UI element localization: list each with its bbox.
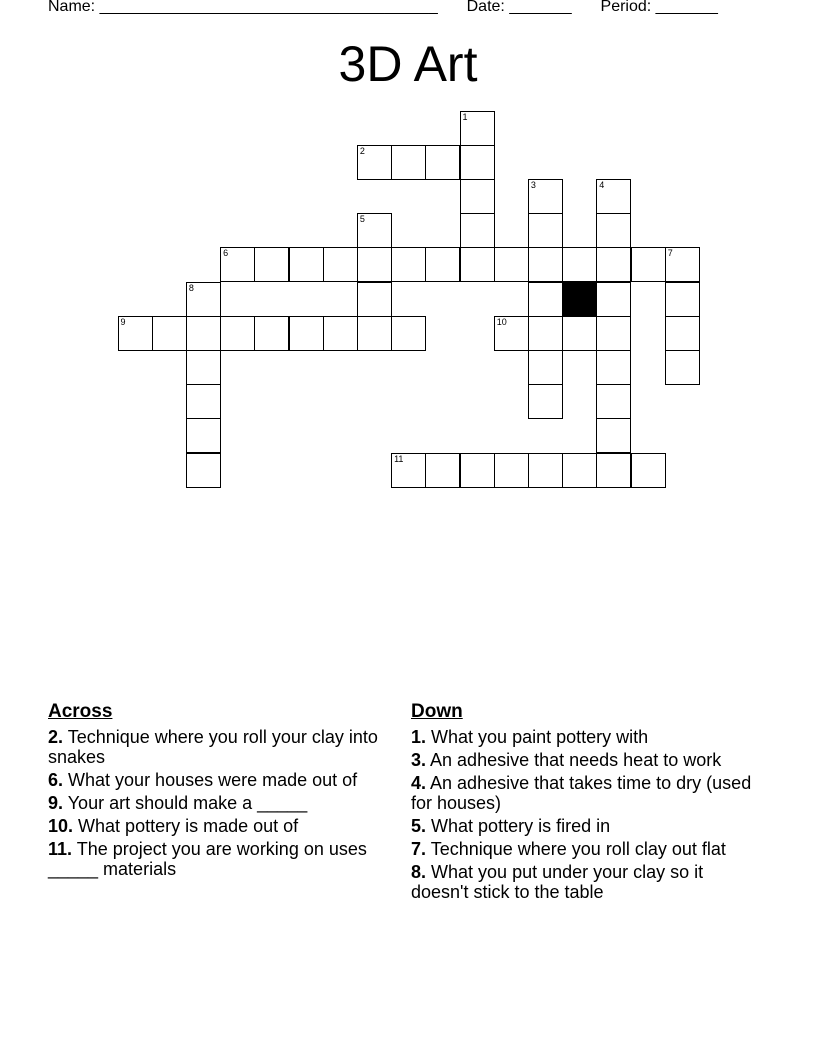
grid-cell[interactable] xyxy=(460,213,495,248)
grid-cell[interactable] xyxy=(596,316,631,351)
grid-cell[interactable] xyxy=(152,316,187,351)
clue-number: 10 xyxy=(496,316,507,327)
clue-number: 11 xyxy=(394,453,404,464)
grid-cell[interactable] xyxy=(460,145,495,180)
grid-cell[interactable] xyxy=(596,350,631,385)
down-clue-3: 3. An adhesive that needs heat to work xyxy=(411,750,722,770)
grid-cell[interactable] xyxy=(596,384,631,419)
across-heading: Across xyxy=(48,701,113,722)
period-label: Period: _______ xyxy=(600,0,718,15)
grid-cell[interactable] xyxy=(665,316,700,351)
grid-cell[interactable] xyxy=(665,282,700,317)
grid-cell[interactable] xyxy=(460,179,495,214)
grid-cell[interactable] xyxy=(323,316,358,351)
grid-cell[interactable] xyxy=(220,247,255,282)
grid-cell[interactable] xyxy=(528,316,563,351)
grid-cell[interactable] xyxy=(528,384,563,419)
grid-cell[interactable] xyxy=(562,316,597,351)
down-clue-4: 4. An adhesive that takes time to dry (used for houses) xyxy=(411,773,752,813)
grid-cell[interactable] xyxy=(425,453,460,488)
grid-cell[interactable] xyxy=(254,316,289,351)
grid-cell[interactable] xyxy=(186,384,221,419)
grid-cell[interactable] xyxy=(528,213,563,248)
black-square xyxy=(562,282,597,317)
clue-number: 2 xyxy=(359,145,365,156)
grid-cell[interactable] xyxy=(528,453,563,488)
grid-cell[interactable] xyxy=(494,247,529,282)
grid-cell[interactable] xyxy=(665,247,700,282)
down-heading: Down xyxy=(411,701,463,722)
grid-cell[interactable] xyxy=(357,247,392,282)
grid-cell[interactable] xyxy=(596,418,631,453)
grid-cell[interactable] xyxy=(528,282,563,317)
grid-cell[interactable] xyxy=(631,247,666,282)
across-clue-11: 11. The project you are working on uses _____ materials xyxy=(48,839,367,879)
grid-cell[interactable] xyxy=(391,247,426,282)
across-clue-6: 6. What your houses were made out of xyxy=(48,770,358,790)
across-clue-10: 10. What pottery is made out of xyxy=(48,816,299,836)
grid-cell[interactable] xyxy=(528,179,563,214)
date-label: Date: _______ xyxy=(466,0,572,15)
grid-cell[interactable] xyxy=(186,350,221,385)
clue-number: 7 xyxy=(667,248,673,259)
grid-cell[interactable] xyxy=(494,316,529,351)
grid-cell[interactable] xyxy=(391,316,426,351)
grid-cell[interactable] xyxy=(254,247,289,282)
grid-cell[interactable] xyxy=(289,247,324,282)
down-clue-8: 8. What you put under your clay so it doesn't stick to the table xyxy=(411,862,704,902)
down-clue-7: 7. Technique where you roll clay out flat xyxy=(411,839,726,859)
grid-cell[interactable] xyxy=(357,316,392,351)
grid-cell[interactable] xyxy=(118,316,153,351)
grid-cell[interactable] xyxy=(323,247,358,282)
page-title: 3D Art xyxy=(338,36,478,92)
across-clues xyxy=(48,702,378,882)
grid-cell[interactable] xyxy=(186,282,221,317)
grid-cell[interactable] xyxy=(494,453,529,488)
grid-cell[interactable] xyxy=(186,453,221,488)
grid-cell[interactable] xyxy=(665,350,700,385)
across-clue-2: 2. Technique where you roll your clay into snakes xyxy=(48,727,378,767)
grid-cell[interactable] xyxy=(425,145,460,180)
grid-cell[interactable] xyxy=(186,316,221,351)
grid-cell[interactable] xyxy=(460,453,495,488)
grid-cell[interactable] xyxy=(596,453,631,488)
grid-cell[interactable] xyxy=(596,247,631,282)
grid-cell[interactable] xyxy=(391,453,426,488)
across-clue-9: 9. Your art should make a _____ xyxy=(48,793,308,813)
clue-number: 1 xyxy=(462,111,468,122)
crossword-grid xyxy=(0,0,816,500)
grid-cell[interactable] xyxy=(528,247,563,282)
grid-cell[interactable] xyxy=(596,179,631,214)
clue-number: 9 xyxy=(120,316,126,327)
clue-number: 4 xyxy=(599,179,605,190)
name-label: Name: ______________________________________ xyxy=(48,0,438,15)
grid-cell[interactable] xyxy=(562,453,597,488)
grid-cell[interactable] xyxy=(596,213,631,248)
grid-cell[interactable] xyxy=(528,350,563,385)
clue-number: 6 xyxy=(223,248,229,259)
grid-cell[interactable] xyxy=(186,418,221,453)
grid-cell[interactable] xyxy=(289,316,324,351)
grid-cell[interactable] xyxy=(562,247,597,282)
grid-cell[interactable] xyxy=(391,145,426,180)
grid-cell[interactable] xyxy=(596,282,631,317)
down-clue-5: 5. What pottery is fired in xyxy=(411,816,611,836)
clue-number: 5 xyxy=(359,214,365,225)
down-clues xyxy=(411,702,756,905)
down-clue-1: 1. What you paint pottery with xyxy=(411,727,649,747)
clue-number: 3 xyxy=(530,179,536,190)
grid-cell[interactable] xyxy=(460,247,495,282)
grid-cell[interactable] xyxy=(631,453,666,488)
grid-cell[interactable] xyxy=(357,282,392,317)
grid-cell[interactable] xyxy=(357,213,392,248)
grid-cell[interactable] xyxy=(425,247,460,282)
grid-cell[interactable] xyxy=(460,111,495,146)
clue-number: 8 xyxy=(188,282,194,293)
grid-cell[interactable] xyxy=(357,145,392,180)
grid-cell[interactable] xyxy=(220,316,255,351)
